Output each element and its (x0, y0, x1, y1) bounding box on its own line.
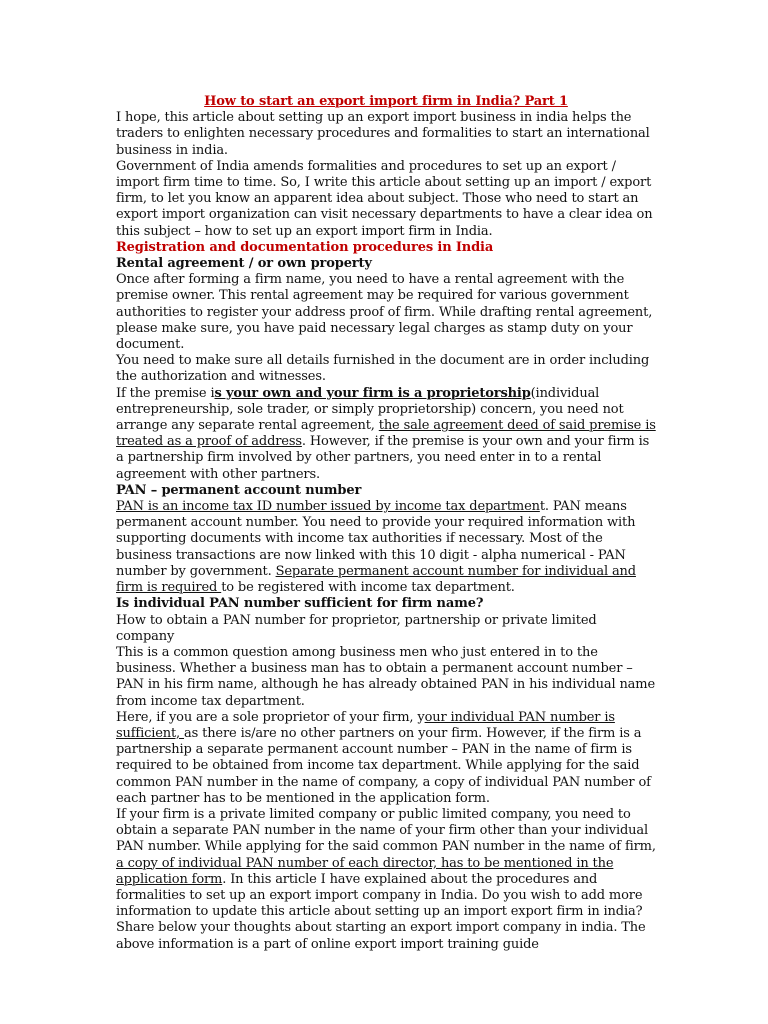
article-body (116, 94, 656, 953)
text-run: t. PAN means permanent account number. You need to provide your required information with supporting documents with income tax authorities if necessary. Most of the business transactions are now linked with this 10 digit - alpha numerical - PAN number by government. (116, 499, 636, 579)
underlined-text: a copy of individual PAN number of each director, has to be mentioned in the application form (116, 855, 614, 887)
intro-paragraph-2: Government of India amends formalities and procedures to set up an export / import firm time to time. So, I write this article about setting up an import / export firm, to let you know an apparent idea about subject. Those who need to start an export import organization can visit necessary departments to have a clear idea on this subject – how to set up an export import firm in India. (116, 158, 653, 239)
individual-pan-paragraph-1: How to obtain a PAN number for proprietor, partnership or private limited company (116, 612, 597, 644)
heading-rental-agreement: Rental agreement / or own property (116, 256, 372, 272)
underlined-bold-text: s your own and your firm is a proprietorship (214, 385, 531, 401)
underlined-text: our individual PAN number is sufficient, (116, 709, 615, 741)
rental-paragraph-2: You need to make sure all details furnished in the document are in order including the authorization and witnesses. (116, 353, 650, 385)
rental-paragraph-1: Once after forming a firm name, you need to have a rental agreement with the premise owner. This rental agreement may be required for various government authorities to register your address proof of firm. While drafting rental agreement, please make sure, you have paid necessary legal charges as stamp duty on your document. (116, 272, 653, 353)
underlined-text: Separate permanent account number for individual and firm is required (116, 563, 636, 596)
intro-paragraph-1: I hope, this article about setting up an export import business in india helps the traders to enlighten necessary procedures and formalities to start an international business in india. (116, 110, 650, 158)
text-run: Here, if you are a sole proprietor of your firm, y (116, 709, 425, 725)
text-run: If your firm is a private limited company or public limited company, you need to obtain a separate PAN number in the name of your firm other than your individual PAN number. While applying for the said common PAN number in the name of firm, (116, 806, 656, 855)
underlined-text: the sale agreement deed of said premise is treated as a proof of address (116, 418, 656, 450)
individual-pan-paragraph-2: This is a common question among business men who just entered in to the business. Whether a business man has to obtain a permanent account number – PAN in his firm name, although he has already obtained PAN in his individual name from income tax department. (116, 644, 656, 709)
individual-pan-paragraph-4 (116, 807, 656, 953)
text-run: to be registered with income tax department. (221, 580, 515, 596)
text-run: If the premise i (116, 385, 215, 401)
text-run: . In this article I have explained about the procedures and formalities to set up an export import company in India. Do you wish to add more information to update this article about setting up an import export firm in india? Share below your thoughts about starting an export import company in india. The above information is a part of online export import training guide (116, 871, 646, 952)
individual-pan-paragraph-3 (116, 710, 656, 807)
heading-individual-pan: Is individual PAN number sufficient for firm name? (116, 596, 484, 612)
heading-pan: PAN – permanent account number (116, 482, 362, 498)
pan-paragraph-1 (116, 499, 656, 596)
text-run: (individual entrepreneurship, sole trader, or simply proprietorship) concern, you need not arrange any separate rental agreement, (116, 385, 624, 434)
heading-registration: Registration and documentation procedures in India (116, 239, 494, 255)
text-run: as there is/are no other partners on your firm. However, if the firm is a partnership a separate permanent account number – PAN in the name of firm is required to be obtained from income tax department. While applying for the said common PAN number in the name of company, a copy of individual PAN number of each partner has to be mentioned in the application form. (116, 725, 651, 806)
underlined-text: PAN is an income tax ID number issued by income tax departmen (116, 499, 540, 515)
article-title: How to start an export import firm in India? Part 1 (204, 94, 568, 109)
rental-paragraph-3 (116, 386, 656, 483)
text-run: . However, if the premise is your own and your firm is a partnership firm involved by other partners, you need enter in to a rental agreement with other partners. (116, 434, 650, 482)
